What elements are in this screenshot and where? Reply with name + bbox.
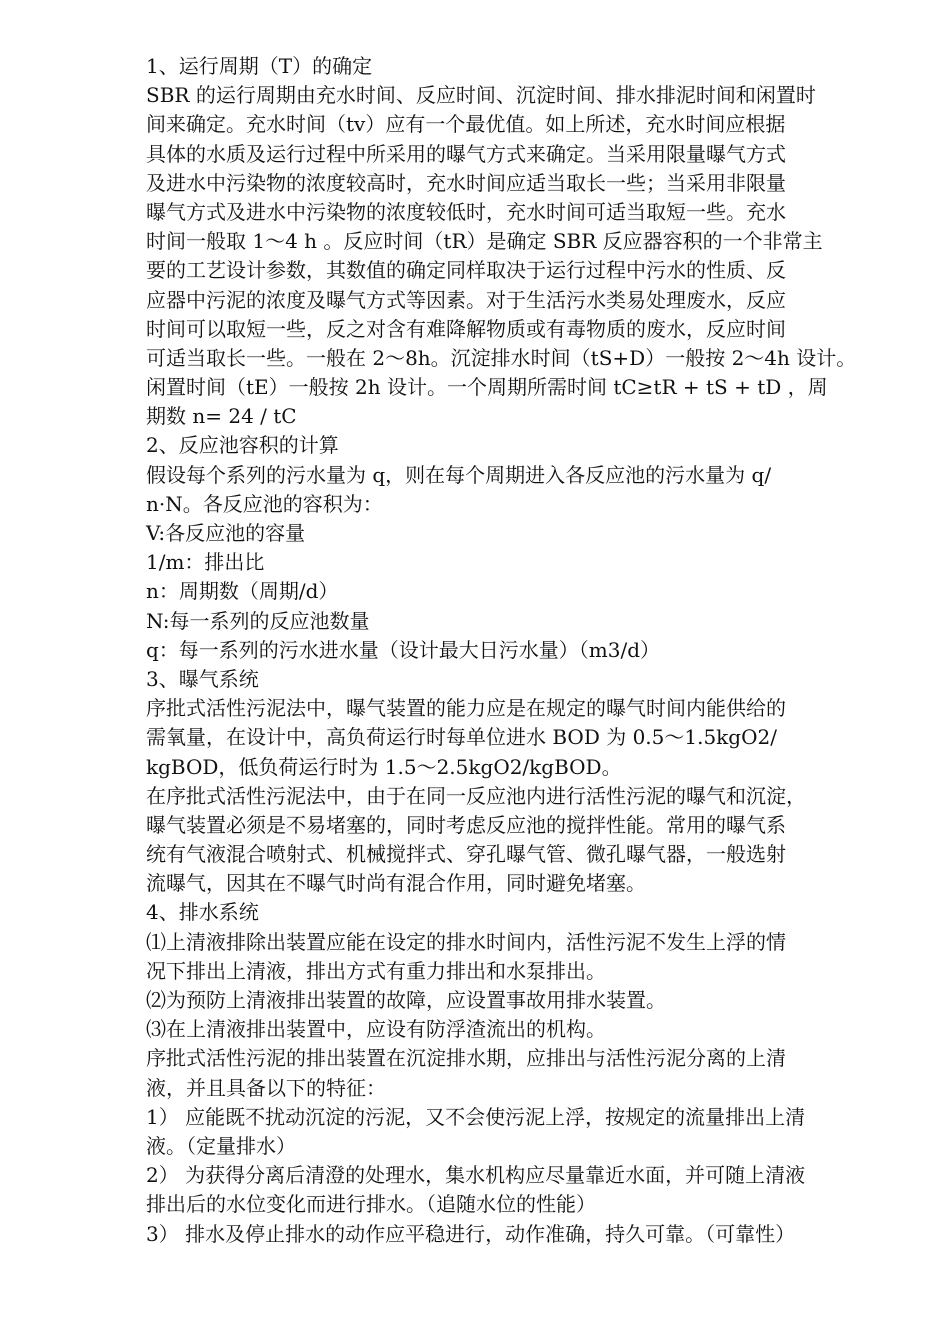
- text-line: 时间一般取 1～4 h 。反应时间（tR）是确定 SBR 反应器容积的一个非常主: [146, 229, 823, 254]
- text-line: 具体的水质及运行过程中所采用的曝气方式来确定。当采用限量曝气方式: [146, 141, 786, 166]
- list-item: 1） 应能既不扰动沉淀的污泥，又不会使污泥上浮，按规定的流量排出上清: [146, 1104, 806, 1129]
- heading-operation-cycle: 1、运行周期（T）的确定: [146, 54, 373, 78]
- text-line: 可适当取长一些。一般在 2～8h。沉淀排水时间（tS+D）一般按 2～4h 设计。: [146, 345, 857, 370]
- text-line: n·N。各反应池的容积为：: [146, 491, 383, 516]
- heading-reactor-volume: 2、反应池容积的计算: [146, 433, 339, 458]
- text-line: 时间可以取短一些，反之对含有难降解物质或有毒物质的废水，反应时间: [146, 316, 786, 341]
- list-item: ⑴上清液排除出装置应能在设定的排水时间内，活性污泥不发生上浮的情: [146, 929, 786, 954]
- text-line: 需氧量，在设计中，高负荷运行时每单位进水 BOD 为 0.5～1.5kgO2/: [146, 725, 777, 750]
- text-line: 及进水中污染物的浓度较高时，充水时间应适当取长一些；当采用非限量: [146, 170, 786, 195]
- text-line: SBR 的运行周期由充水时间、反应时间、沉淀时间、排水排泥时间和闲置时: [146, 83, 816, 108]
- text-line: 间来确定。充水时间（tv）应有一个最优值。如上所述，充水时间应根据: [146, 112, 786, 137]
- list-item: 排出后的水位变化而进行排水。（追随水位的性能）: [146, 1192, 596, 1217]
- list-item: 3） 排水及停止排水的动作应平稳进行，动作准确，持久可靠。（可靠性）: [146, 1221, 796, 1246]
- text-line: 在序批式活性污泥法中，由于在同一反应池内进行活性污泥的曝气和沉淀，: [146, 783, 806, 808]
- text-line: 流曝气，因其在不曝气时尚有混合作用，同时避免堵塞。: [146, 871, 646, 896]
- definition-line: N:每一系列的反应池数量: [146, 608, 370, 633]
- text-line: 序批式活性污泥的排出装置在沉淀排水期，应排出与活性污泥分离的上清: [146, 1046, 786, 1071]
- list-item: 2） 为获得分离后清澄的处理水，集水机构应尽量靠近水面，并可随上清液: [146, 1163, 806, 1188]
- document-page: [146, 52, 906, 1249]
- text-line: 假设每个系列的污水量为 q，则在每个周期进入各反应池的污水量为 q/: [146, 462, 772, 487]
- text-line: 序批式活性污泥法中，曝气装置的能力应是在规定的曝气时间内能供给的: [146, 696, 786, 721]
- text-line: 期数 n= 24 / tC: [146, 404, 297, 429]
- list-item: ⑵为预防上清液排出装置的故障，应设置事故用排水装置。: [146, 988, 666, 1012]
- text-line: 液，并且具备以下的特征：: [146, 1075, 386, 1100]
- text-line: kgBOD，低负荷运行时为 1.5～2.5kgO2/kgBOD。: [146, 754, 622, 779]
- list-item: ⑶在上清液排出装置中，应设有防浮渣流出的机构。: [146, 1017, 606, 1042]
- text-line: 闲置时间（tE）一般按 2h 设计。一个周期所需时间 tC≥tR + tS + tD ，周: [146, 375, 828, 400]
- definition-line: V:各反应池的容量: [146, 521, 306, 545]
- text-line: 曝气装置必须是不易堵塞的，同时考虑反应池的搅拌性能。常用的曝气系: [146, 812, 786, 837]
- definition-line: 1/m：排出比: [146, 550, 265, 575]
- text-line: 统有气液混合喷射式、机械搅拌式、穿孔曝气管、微孔曝气器，一般选射: [146, 842, 786, 867]
- definition-line: n：周期数（周期/d）: [146, 579, 339, 604]
- text-line: 要的工艺设计参数，其数值的确定同样取决于运行过程中污水的性质、反: [146, 258, 786, 283]
- list-item: 况下排出上清液，排出方式有重力排出和水泵排出。: [146, 958, 606, 983]
- text-line: 应器中污泥的浓度及曝气方式等因素。对于生活污水类易处理废水，反应: [146, 287, 786, 312]
- definition-line: q：每一系列的污水进水量（设计最大日污水量）（m3/d）: [146, 637, 661, 662]
- heading-drainage-system: 4、排水系统: [146, 900, 259, 925]
- text-line: 曝气方式及进水中污染物的浓度较低时，充水时间可适当取短一些。充水: [146, 199, 786, 224]
- list-item: 液。（定量排水）: [146, 1133, 296, 1158]
- heading-aeration-system: 3、曝气系统: [146, 666, 259, 691]
